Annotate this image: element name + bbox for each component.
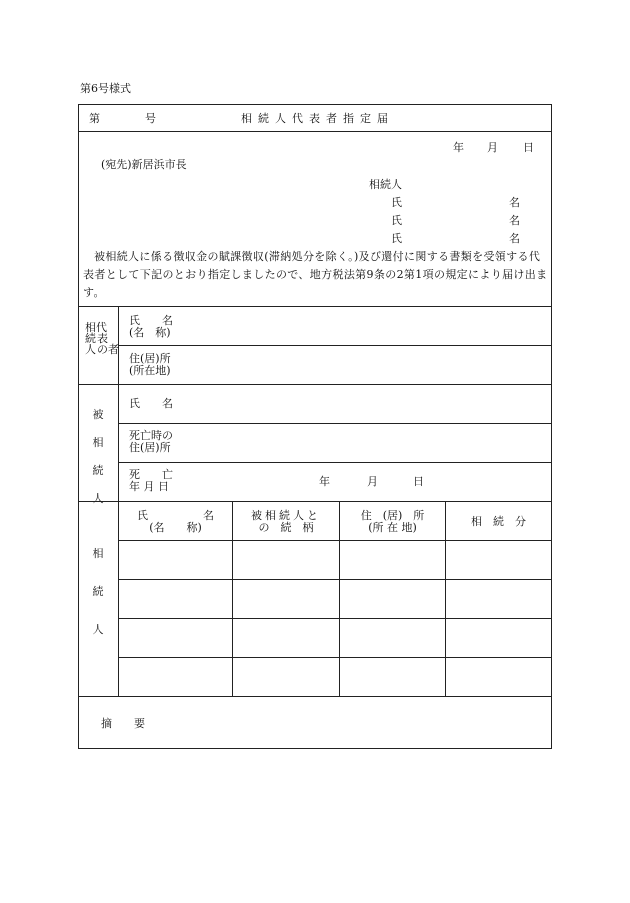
death-month-label: 月 [367,475,378,488]
heirs-label-char-1: 相 [92,547,104,560]
form-frame [78,104,552,749]
representative-label-left: 相代 続 人 [85,321,107,356]
decedent-label-char-3: 続 [92,464,104,477]
representative-name-line2: (名 称) [129,326,171,339]
date-year-label: 年 [453,141,464,154]
number-suffix: 号 [145,112,156,125]
divider-representative-top [79,306,551,307]
death-date-line1: 死 亡 [129,468,173,481]
applicant-2-shi: 氏 [391,214,402,227]
decedent-label [91,401,105,513]
heirs-row-divider-2 [118,579,551,580]
form-number: 第6号様式 [80,82,131,95]
decedent-label-char-4: 人 [92,492,104,505]
decedent-address-line1: 死亡時の [129,429,173,442]
decedent-address-label [129,430,173,454]
decedent-label-char-2: 相 [92,436,104,449]
divider-decedent-top [79,384,551,385]
representative-address-label [129,353,171,377]
applicant-1-shi: 氏 [391,196,402,209]
heirs-col-share-header: 相 続 分 [471,515,526,528]
decedent-label-divider [118,384,119,501]
heirs-col-address-header [340,510,445,534]
heirs-col-name-line2: (名 称) [149,521,202,534]
heirs-col-relation-line1: 被相続人と [251,509,321,522]
heirs-col-relation-line2: の 続 柄 [258,521,314,534]
representative-label-right: 表 の者 [97,332,119,356]
addressee: (宛先)新居浜市長 [101,158,187,171]
applicant-heading: 相続人 [369,178,402,191]
divider-heirs-top [79,501,551,502]
heirs-row-divider-3 [118,618,551,619]
representative-name-label [129,315,173,339]
divider-representative-mid [118,345,551,346]
heirs-label-char-3: 人 [92,623,104,636]
decedent-label-char-1: 被 [92,408,104,421]
heirs-col-address-line2: (所 在 地) [368,521,417,534]
heirs-col-address-line1: 住 (居) 所 [360,509,425,522]
date-day-label: 日 [523,141,534,154]
heirs-col-divider-3 [445,501,446,696]
applicant-2-mei: 名 [509,214,520,227]
applicant-3-mei: 名 [509,232,520,245]
divider-remarks-top [79,696,551,697]
death-year-label: 年 [319,475,330,488]
divider-header [79,131,551,132]
number-prefix: 第 [89,112,100,125]
representative-address-line2: (所在地) [129,364,171,377]
decedent-name-label: 氏 名 [129,397,173,410]
decedent-address-line2: 住(居)所 [129,441,171,454]
applicant-1-mei: 名 [509,196,520,209]
applicant-3-shi: 氏 [391,232,402,245]
heirs-col-name-line1: 氏 名 [137,509,214,522]
form-title: 相続人代表者指定届 [241,112,394,125]
death-date-label [129,469,173,493]
heirs-label [91,535,105,649]
body-text: 被相続人に係る徴収金の賦課徴収(滞納処分を除く。)及び還付に関する書類を受領する代表者として下記のとおり指定しましたので、地方税法第9条の2第1項の規定により届け出ます。 [83,250,548,299]
heirs-row-divider-4 [118,657,551,658]
heirs-col-relation-header [233,510,339,534]
heirs-label-char-2: 続 [92,585,104,598]
heirs-row-divider-1 [118,540,551,541]
divider-decedent-1 [118,423,551,424]
remarks-label: 摘 要 [101,717,145,730]
representative-name-line1: 氏 名 [129,314,173,327]
death-date-line2: 年 月 日 [129,480,169,493]
date-month-label: 月 [487,141,498,154]
representative-address-line1: 住(居)所 [129,352,171,365]
death-day-label: 日 [413,475,424,488]
heirs-col-name-header [119,510,232,534]
divider-decedent-2 [118,462,551,463]
